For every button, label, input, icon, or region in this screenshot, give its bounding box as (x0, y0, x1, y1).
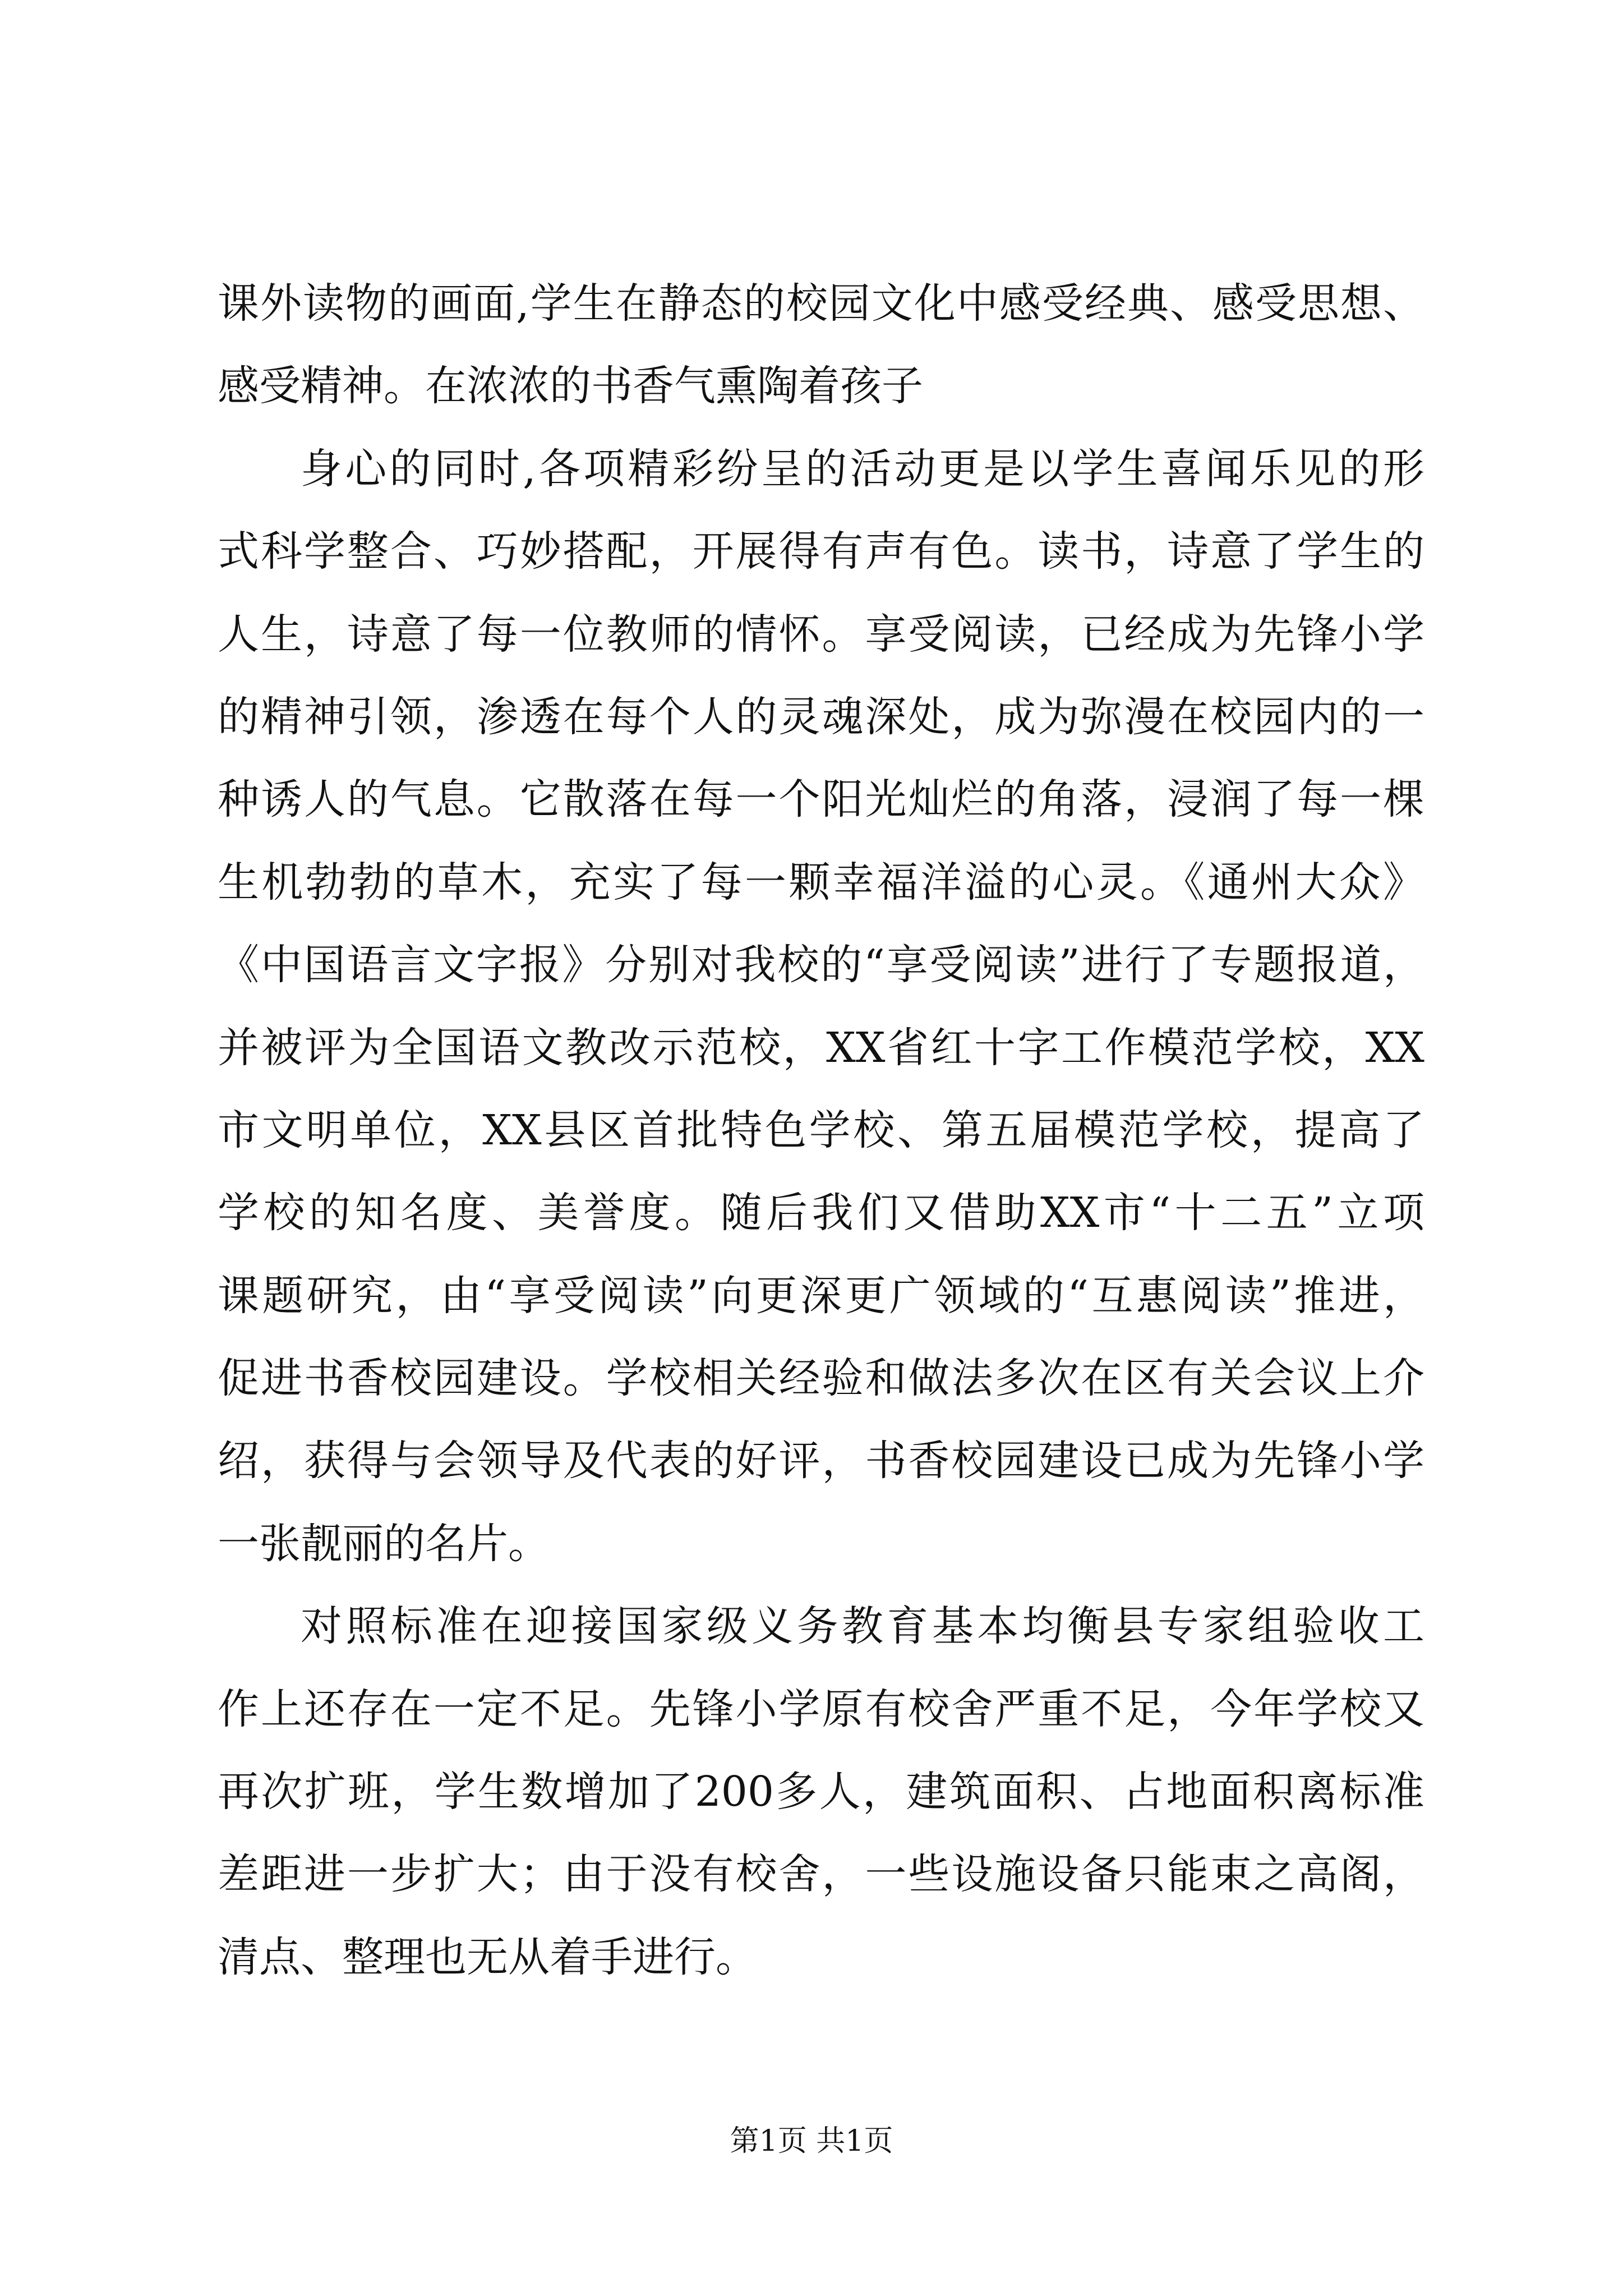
text-line: 再次扩班，学生数增加了200多人，建筑面积、占地面积离标准 (218, 1768, 1424, 1816)
text-line: 对照标准在迎接国家级义务教育基本均衡县专家组验收工 (301, 1602, 1424, 1651)
text-line: 作上还存在一定不足。先锋小学原有校舍严重不足，今年学校又 (218, 1685, 1424, 1733)
page-number: 第1页 共1页 (730, 2124, 893, 2158)
text-line: 课外读物的画面,学生在静态的校园文化中感受经典、感受思想、 (218, 279, 1424, 328)
text-line: 身心的同时,各项精彩纷呈的活动更是以学生喜闻乐见的形 (301, 444, 1424, 493)
text-line: 感受精神。在浓浓的书香气熏陶着孩子 (218, 362, 923, 411)
page-footer (0, 2122, 1623, 2161)
text-line: 促进书香校园建设。学校相关经验和做法多次在区有关会议上介 (218, 1354, 1424, 1403)
text-line: 绍，获得与会领导及代表的好评，书香校园建设已成为先锋小学 (218, 1437, 1424, 1485)
text-line: 清点、整理也无从着手进行。 (218, 1932, 757, 1981)
text-line: 学校的知名度、美誉度。随后我们又借助XX市“十二五”立项 (218, 1189, 1424, 1237)
text-line: 并被评为全国语文教改示范校，XX省红十字工作模范学校，XX (218, 1023, 1424, 1072)
text-line: 生机勃勃的草木，充实了每一颗幸福洋溢的心灵。《通州大众》 (218, 858, 1424, 907)
text-line: 式科学整合、巧妙搭配，开展得有声有色。读书，诗意了学生的 (218, 527, 1424, 576)
text-line: 人生，诗意了每一位教师的情怀。享受阅读，已经成为先锋小学 (218, 610, 1424, 659)
document-body (218, 263, 1424, 1999)
text-line: 种诱人的气息。它散落在每一个阳光灿烂的角落，浸润了每一棵 (218, 775, 1424, 824)
text-line: 一张靓丽的名片。 (218, 1519, 550, 1568)
text-line: 课题研究，由“享受阅读”向更深更广领域的“互惠阅读”推进， (218, 1271, 1424, 1320)
text-line: 的精神引领，渗透在每个人的灵魂深处，成为弥漫在校园内的一 (218, 692, 1424, 741)
text-line: 差距进一步扩大；由于没有校舍，一些设施设备只能束之高阁， (218, 1850, 1424, 1899)
text-line: 《中国语言文字报》分别对我校的“享受阅读”进行了专题报道， (218, 941, 1424, 990)
text-line: 市文明单位，XX县区首批特色学校、第五届模范学校，提高了 (218, 1106, 1424, 1154)
